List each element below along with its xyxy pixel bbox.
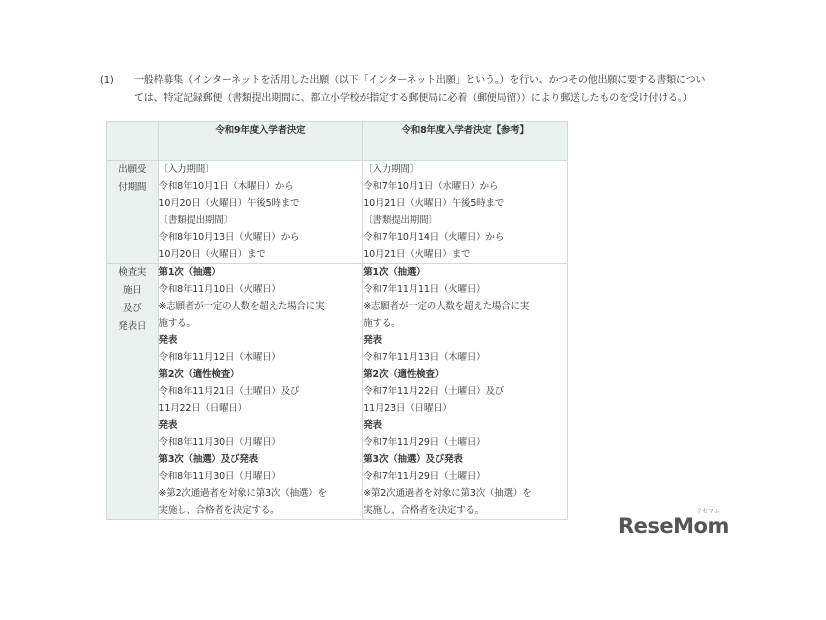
- cell-line: 令和8年11月30日（月曜日）: [158, 437, 281, 448]
- cell-line: 令和7年10月1日（水曜日）から: [363, 181, 499, 192]
- intro-line-2: ては、特定記録郵便（書類提出期間に、都立小学校が指定する郵便局に必着（郵便局留））により郵送したものを受け付ける。）: [134, 93, 693, 104]
- cell-r9-application: [158, 161, 363, 264]
- cell-line: 〔入力期間〕: [158, 164, 215, 175]
- cell-line: 令和8年10月1日（木曜日）から: [158, 181, 294, 192]
- cell-heading: 第1次（抽選）: [158, 267, 221, 278]
- cell-line: 令和7年11月22日（土曜日）及び: [363, 386, 505, 397]
- resemom-logo: [618, 514, 729, 538]
- row-label-line: 施日: [122, 285, 142, 296]
- cell-line: 令和8年11月12日（木曜日）: [158, 352, 281, 363]
- table-row: [107, 161, 568, 264]
- row-label-line: 出願受: [118, 164, 147, 175]
- cell-line: 実施し、合格者を決定する。: [363, 505, 485, 516]
- cell-line: 施する。: [158, 318, 196, 329]
- cell-r9-exam: [158, 264, 363, 520]
- logo-text: ReseMom: [618, 514, 729, 538]
- table-header-row: [107, 122, 568, 161]
- cell-heading: 第3次（抽選）及び発表: [363, 454, 463, 465]
- cell-line: 令和8年11月30日（月曜日）: [158, 471, 281, 482]
- table-row: [107, 264, 568, 520]
- cell-line: ※第2次通過者を対象に第3次（抽選）を: [363, 488, 532, 499]
- cell-line: 〔書類提出期間〕: [158, 215, 233, 226]
- cell-line: 令和7年11月29日（土曜日）: [363, 437, 486, 448]
- col-header-r8: 令和8年度入学者決定【参考】: [363, 122, 568, 161]
- cell-heading: 第2次（適性検査）: [363, 369, 445, 380]
- cell-r8-application: [363, 161, 568, 264]
- row-label-line: 検査実: [118, 267, 147, 278]
- cell-line: 令和8年10月13日（火曜日）から: [158, 232, 300, 243]
- corner-cell: [107, 122, 159, 161]
- cell-line: 実施し、合格者を決定する。: [158, 505, 280, 516]
- cell-line: 令和7年11月13日（木曜日）: [363, 352, 486, 363]
- cell-heading: 第2次（適性検査）: [158, 369, 240, 380]
- cell-line: 10月21日（火曜日）午後5時まで: [363, 198, 505, 209]
- intro-line-1: 一般枠募集（インターネットを活用した出願（以下「インターネット出願」という。）を行い、かつその他出願に要する書類につい: [134, 75, 706, 86]
- row-label-line: 付期間: [118, 182, 147, 193]
- cell-line: 施する。: [363, 318, 401, 329]
- cell-line: 令和8年11月21日（土曜日）及び: [158, 386, 300, 397]
- cell-line: ※志願者が一定の人数を超えた場合に実: [158, 301, 325, 312]
- cell-line: 11月23日（日曜日）: [363, 403, 452, 414]
- cell-line: 令和7年10月14日（火曜日）から: [363, 232, 505, 243]
- schedule-table: [106, 121, 568, 520]
- cell-line: 10月20日（火曜日）まで: [158, 249, 266, 260]
- cell-line: 10月21日（火曜日）まで: [363, 249, 471, 260]
- cell-heading: 発表: [158, 335, 178, 346]
- cell-heading: 発表: [158, 420, 178, 431]
- cell-line: ※志願者が一定の人数を超えた場合に実: [363, 301, 530, 312]
- cell-line: ※第2次通過者を対象に第3次（抽選）を: [158, 488, 327, 499]
- item-number: (1): [100, 75, 114, 86]
- cell-line: 令和7年11月11日（火曜日）: [363, 284, 486, 295]
- cell-heading: 発表: [363, 335, 382, 346]
- cell-heading: 第3次（抽選）及び発表: [158, 454, 258, 465]
- col-header-r9: 令和9年度入学者決定: [158, 122, 363, 161]
- row-label-line: 及び: [122, 303, 142, 314]
- cell-line: 令和8年11月10日（火曜日）: [158, 284, 281, 295]
- cell-heading: 発表: [363, 420, 382, 431]
- cell-r8-exam: [363, 264, 568, 520]
- row-label-application-period: [107, 161, 159, 264]
- cell-line: 10月20日（火曜日）午後5時まで: [158, 198, 300, 209]
- row-label-exam-and-announcement: [107, 264, 159, 520]
- logo-subtext: リセマム: [696, 508, 720, 515]
- row-label-line: 発表日: [118, 321, 147, 332]
- cell-line: 〔書類提出期間〕: [363, 215, 438, 226]
- cell-line: 〔入力期間〕: [363, 164, 420, 175]
- cell-heading: 第1次（抽選）: [363, 267, 426, 278]
- cell-line: 11月22日（日曜日）: [158, 403, 247, 414]
- cell-line: 令和7年11月29日（土曜日）: [363, 471, 486, 482]
